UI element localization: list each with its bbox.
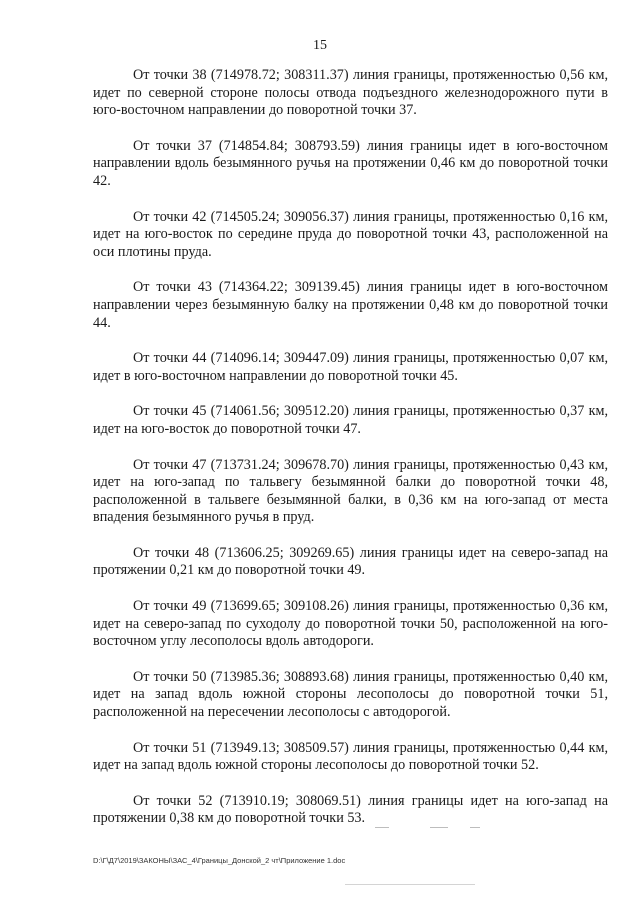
boundary-paragraph: От точки 51 (713949.13; 308509.57) линия границы, протяженностью 0,44 км, идет на запад вдоль южной стороны лесополосы до поворотной точки 52. xyxy=(93,739,608,774)
scan-speck xyxy=(430,827,448,828)
scan-speck xyxy=(345,884,475,885)
boundary-paragraph: От точки 42 (714505.24; 309056.37) линия границы, протяженностью 0,16 км, идет на юго-восток по середине пруда до поворотной точки 43, расположенной на оси плотины пруда. xyxy=(93,208,608,260)
boundary-paragraph: От точки 50 (713985.36; 308893.68) линия границы, протяженностью 0,40 км, идет на запад вдоль южной стороны лесополосы до поворотной точки 51, расположенной на пересечении лесополосы с автодорогой. xyxy=(93,668,608,721)
page-number: 15 xyxy=(313,38,327,53)
boundary-paragraph: От точки 37 (714854.84; 308793.59) линия границы идет в юго-восточном направлении вдоль безымянного ручья на протяжении 0,46 км до поворотной точки 42. xyxy=(93,137,608,189)
boundary-paragraph: От точки 44 (714096.14; 309447.09) линия границы, протяженностью 0,07 км, идет в юго-восточном направлении до поворотной точки 45. xyxy=(93,350,608,384)
boundary-paragraph: От точки 43 (714364.22; 309139.45) линия границы идет в юго-восточном направлении через безымянную балку на протяжении 0,48 км до поворотной точки 44. xyxy=(93,279,608,331)
boundary-paragraph: От точки 48 (713606.25; 309269.65) линия границы идет на северо-запад на протяжении 0,21 км до поворотной точки 49. xyxy=(93,544,608,579)
boundary-paragraph: От точки 45 (714061.56; 309512.20) линия границы, протяженностью 0,37 км, идет на юго-восток до поворотной точки 47. xyxy=(93,403,608,437)
file-path-footer: D:\Г\Д7\2019\ЗАКОНЫ\ЗАС_4\Границы_Донской_2 чт\Приложение 1.doc xyxy=(93,856,346,865)
boundary-paragraph: От точки 38 (714978.72; 308311.37) линия границы, протяженностью 0,56 км, идет по северной стороне полосы отвода подъездного железнодорожного пути в юго-восточном направлении до поворотной точки 37. xyxy=(93,67,608,119)
document-body xyxy=(93,67,608,846)
boundary-paragraph: От точки 52 (713910.19; 308069.51) линия границы идет на юго-запад на протяжении 0,38 км до поворотной точки 53. xyxy=(93,792,608,827)
scan-speck xyxy=(375,827,389,828)
boundary-paragraph: От точки 49 (713699.65; 309108.26) линия границы, протяженностью 0,36 км, идет на северо-запад по суходолу до поворотной точки 50, расположенной на юго-восточном углу лесополосы вдоль автодороги. xyxy=(93,598,608,650)
scan-speck xyxy=(470,827,480,828)
boundary-paragraph: От точки 47 (713731.24; 309678.70) линия границы, протяженностью 0,43 км, идет на юго-запад по тальвегу безымянной балки до поворотной точки 48, расположенной в тальвеге безымянной балки, в 0,36 км на юго-запад от места впадения безымянного ручья в пруд. xyxy=(93,456,608,526)
